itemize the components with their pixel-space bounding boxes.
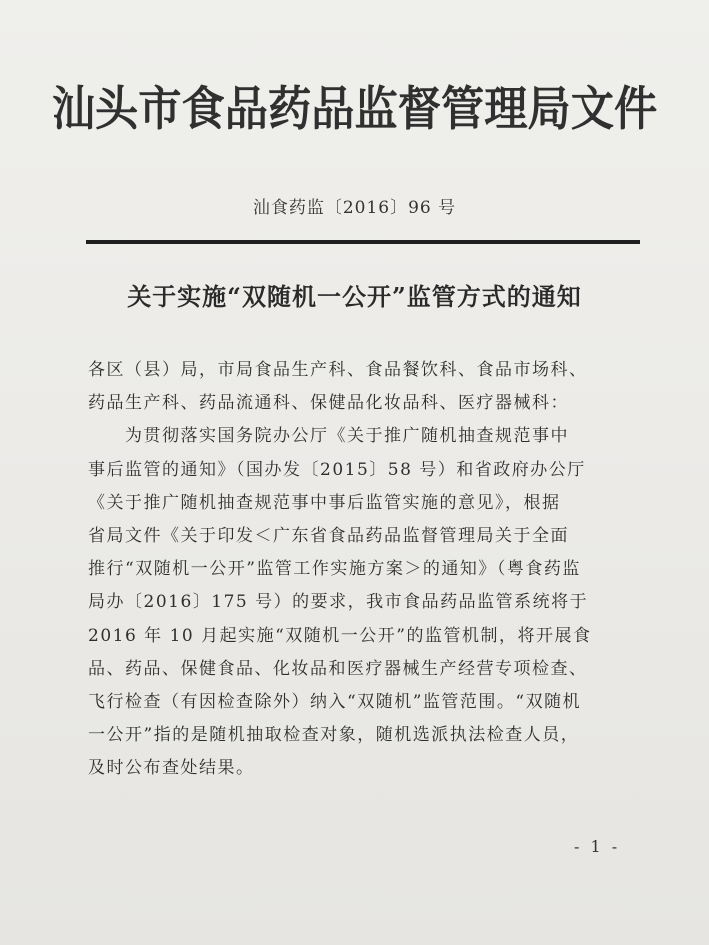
page-number: - 1 - [574, 837, 621, 856]
body-line: 药品生产科、药品流通科、保健品化妆品科、医疗器械科： [88, 393, 569, 414]
body-line: 各区（县）局，市局食品生产科、食品餐饮科、食品市场科、 [88, 360, 588, 380]
body-line: 为贯彻落实国务院办公厅《关于推广随机抽查规范事中 [88, 426, 569, 447]
body-line: 一公开”指的是随机抽取检查对象，随机选派执法检查人员， [88, 725, 580, 746]
body-line: 事后监管的通知》（国办发〔2015〕58 号）和省政府办公厅 [88, 459, 586, 480]
body-line: 局办〔2016〕175 号）的要求，我市食品药品监管系统将于 [88, 592, 589, 613]
document-title: 关于实施“双随机一公开”监管方式的通知 [127, 282, 582, 311]
body-line: 及时公布查处结果。 [88, 758, 255, 779]
body-line: 推行“双随机一公开”监管工作实施方案＞的通知》（粤食药监 [88, 559, 581, 580]
body-line: 省局文件《关于印发＜广东省食品药品监督管理局关于全面 [88, 526, 569, 547]
document-number: 汕食药监〔2016〕96 号 [252, 198, 457, 218]
body-line: 飞行检查（有因检查除外）纳入“双随机”监管范围。“双随机 [88, 692, 582, 713]
body-line: 2016 年 10 月起实施“双随机一公开”的监管机制，将开展食 [88, 625, 592, 646]
org-header: 汕头市食品药品监督管理局文件 [51, 82, 658, 137]
document-body [88, 354, 648, 786]
header-divider [86, 240, 640, 244]
body-line: 品、药品、保健食品、化妆品和医疗器械生产经营专项检查、 [88, 658, 588, 679]
body-line: 《关于推广随机抽查规范事中事后监管实施的意见》，根据 [88, 492, 561, 513]
